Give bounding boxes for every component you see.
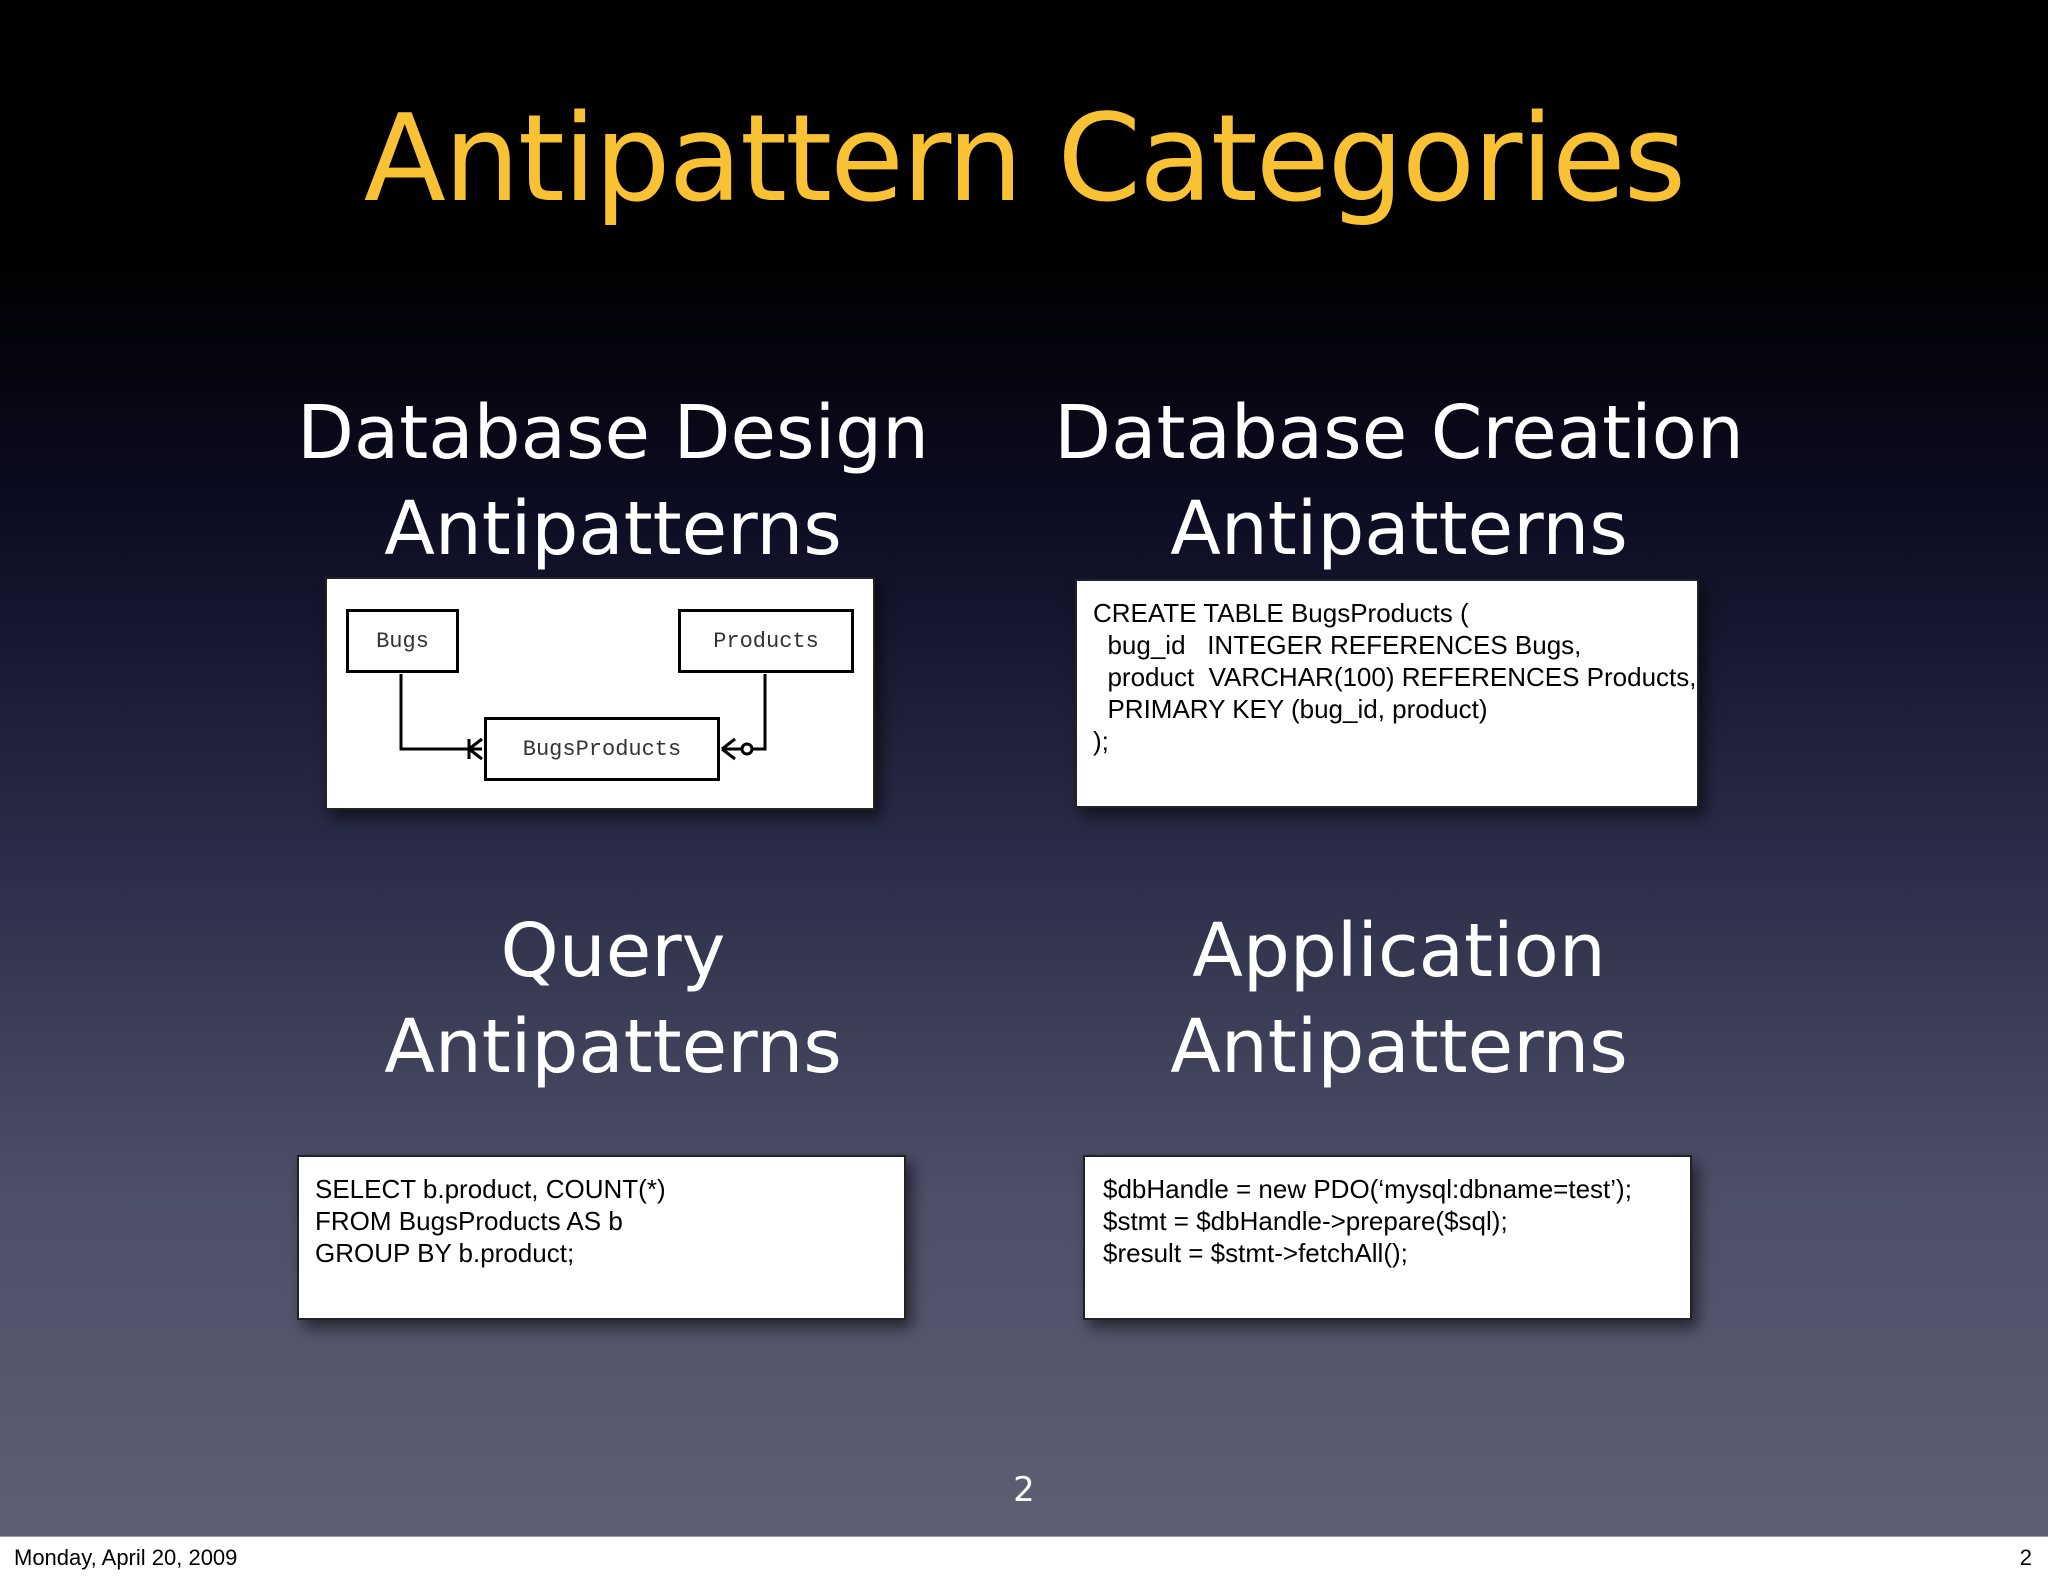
relation-line-products [722, 674, 765, 749]
footer-date: Monday, April 20, 2009 [14, 1545, 238, 1570]
er-diagram [325, 577, 875, 810]
heading-line: Database Design [296, 390, 930, 476]
heading-line: Antipatterns [1170, 1004, 1628, 1090]
optional-circle [742, 744, 752, 754]
heading-database-design [213, 385, 1013, 577]
entity-bugsproducts: BugsProducts [484, 717, 720, 781]
heading-database-creation [999, 385, 1799, 577]
entity-bugs: Bugs [346, 609, 459, 673]
create-table-code: CREATE TABLE BugsProducts ( bug_id INTEGER REFERENCES Bugs, product VARCHAR(100) REFERENCES Products, PRIMARY KEY (bug_id, product) ); [1093, 598, 1697, 756]
query-code: SELECT b.product, COUNT(*) FROM BugsProducts AS b GROUP BY b.product; [315, 1174, 666, 1268]
query-code-box [297, 1155, 906, 1320]
entity-products: Products [678, 609, 854, 673]
heading-line: Database Creation [1054, 390, 1744, 476]
heading-line: Query [500, 908, 726, 994]
create-table-code-box [1075, 579, 1699, 808]
heading-query [213, 903, 1013, 1095]
heading-line: Antipatterns [384, 486, 842, 572]
heading-line: Application [1192, 908, 1606, 994]
heading-line: Antipatterns [1170, 486, 1628, 572]
slide-title: Antipattern Categories [363, 90, 1685, 229]
footer-page-number: 2 [2019, 1545, 2032, 1570]
slide-number: 2 [1013, 1470, 1035, 1510]
print-footer [0, 1536, 2048, 1576]
heading-line: Antipatterns [384, 1004, 842, 1090]
application-code: $dbHandle = new PDO(‘mysql:dbname=test’); $stmt = $dbHandle->prepare($sql); $result = $stmt->fetchAll(); [1103, 1174, 1632, 1268]
relation-line-bugs [401, 674, 482, 749]
heading-application [999, 903, 1799, 1095]
application-code-box [1083, 1155, 1692, 1320]
